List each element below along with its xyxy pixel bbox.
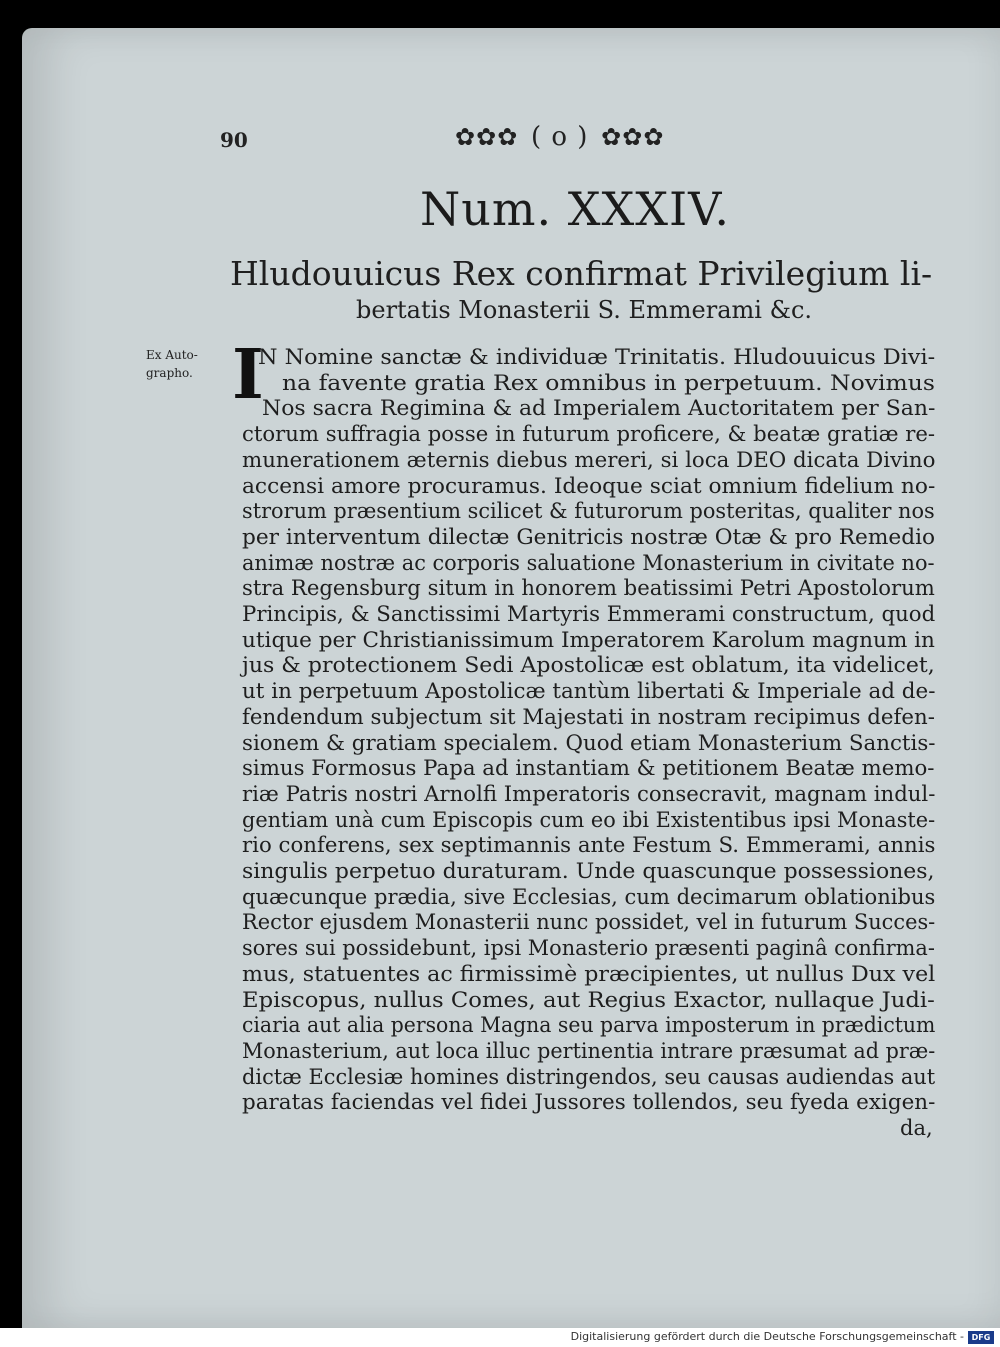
body-line: dictæ Ecclesiæ homines distringendos, seu causas audiendas aut — [242, 1064, 936, 1089]
body-line: ciaria aut alia persona Magna seu parva imposterum in prædictum — [242, 1013, 936, 1038]
margin-note-line-2: grapho. — [146, 366, 193, 380]
margin-note-line-1: Ex Auto- — [146, 348, 198, 362]
ornament-right: ✿✿✿ — [601, 123, 665, 151]
body-line: sores sui possidebunt, ipsi Monasterio præsenti paginâ confirma- — [242, 936, 935, 961]
ornament-left: ✿✿✿ — [455, 123, 519, 151]
subtitle-line-2: bertatis Monasterii S. Emmerami &c. — [356, 296, 813, 324]
body-line: stra Regensburg situm in honorem beatissimi Petri Apostolorum — [242, 576, 935, 601]
body-line: per interventum dilectæ Genitricis nostræ Otæ & pro Remedio — [242, 524, 936, 549]
body-line: sionem & gratiam specialem. Quod etiam Monasterium Sanctis- — [242, 730, 936, 755]
body-line: ut in perpetuum Apostolicæ tantùm libertati & Imperiale ad de- — [242, 679, 936, 704]
body-line: N Nomine sanctæ & individuæ Trinitatis. Hludouuicus Divi- — [258, 345, 936, 369]
footer-bar — [0, 1328, 1000, 1347]
body-line: na favente gratia Rex omnibus in perpetuum. Novimus — [282, 370, 935, 395]
body-line: Nos sacra Regimina & ad Imperialem Auctoritatem per San- — [262, 396, 936, 421]
body-line: Principis, & Sanctissimi Martyris Emmerami constructum, quod — [242, 602, 936, 626]
body-line: jus & protectionem Sedi Apostolicæ est oblatum, ita videlicet, — [242, 653, 935, 678]
body-line: mus, statuentes ac firmissimè præcipientes, ut nullus Dux vel — [242, 961, 936, 986]
body-line: accensi amore procuramus. Ideoque sciat omnium fidelium no- — [242, 473, 936, 498]
margin-note — [146, 346, 236, 382]
body-line: paratas faciendas vel fidei Jussores tollendos, seu fyeda exigen- — [242, 1090, 936, 1115]
body-line: riæ Patris nostri Arnolfi Imperatoris consecravit, magnam indul- — [242, 781, 936, 806]
page-number: 90 — [220, 128, 248, 152]
body-line: singulis perpetuo duraturam. Unde quascunque possessiones, — [242, 859, 935, 883]
body-line: Rector ejusdem Monasterii nunc possidet, vel in futurum Succes- — [242, 910, 936, 935]
ornament-center: ( o ) — [530, 122, 589, 152]
body-line: Monasterium, aut loca illuc pertinentia intrare præsumat ad præ- — [242, 1038, 936, 1063]
body-line: strorum præsentium scilicet & futurorum posteritas, qualiter nos — [242, 499, 935, 524]
document-title: Num. XXXIV. — [420, 182, 730, 236]
body-line: da, — [900, 1116, 933, 1140]
body-line: ctorum suffragia posse in futurum proficere, & beatæ gratiæ re- — [242, 422, 936, 447]
body-line: utique per Christianissimum Imperatorem Karolum magnum in — [242, 627, 935, 652]
subtitle-line-1: Hludouuicus Rex confirmat Privilegium li- — [230, 254, 933, 293]
funding-credit: Digitalisierung gefördert durch die Deutsche Forschungsgemeinschaft - — [570, 1330, 964, 1343]
dfg-logo: DFG — [968, 1331, 994, 1344]
body-line: fendendum subjectum sit Majestati in nostram recipimus defen- — [242, 704, 935, 729]
body-line: Episcopus, nullus Comes, aut Regius Exactor, nullaque Judi- — [242, 987, 935, 1012]
body-line: munerationem æternis diebus mereri, si loca DEO dicata Divino — [242, 447, 936, 472]
drop-cap: I — [232, 335, 264, 415]
body-line: animæ nostræ ac corporis saluatione Monasterium in civitate no- — [242, 550, 935, 575]
body-line: gentiam unà cum Episcopis cum eo ibi Existentibus ipsi Monaste- — [242, 807, 936, 832]
page-header — [0, 118, 1000, 158]
body-line: simus Formosus Papa ad instantiam & petitionem Beatæ memo- — [242, 756, 935, 781]
body-line: quæcunque prædia, sive Ecclesias, cum decimarum oblationibus — [242, 884, 936, 909]
header-ornament — [455, 122, 695, 152]
body-line: rio conferens, sex septimannis ante Festum S. Emmerami, annis — [242, 833, 936, 858]
